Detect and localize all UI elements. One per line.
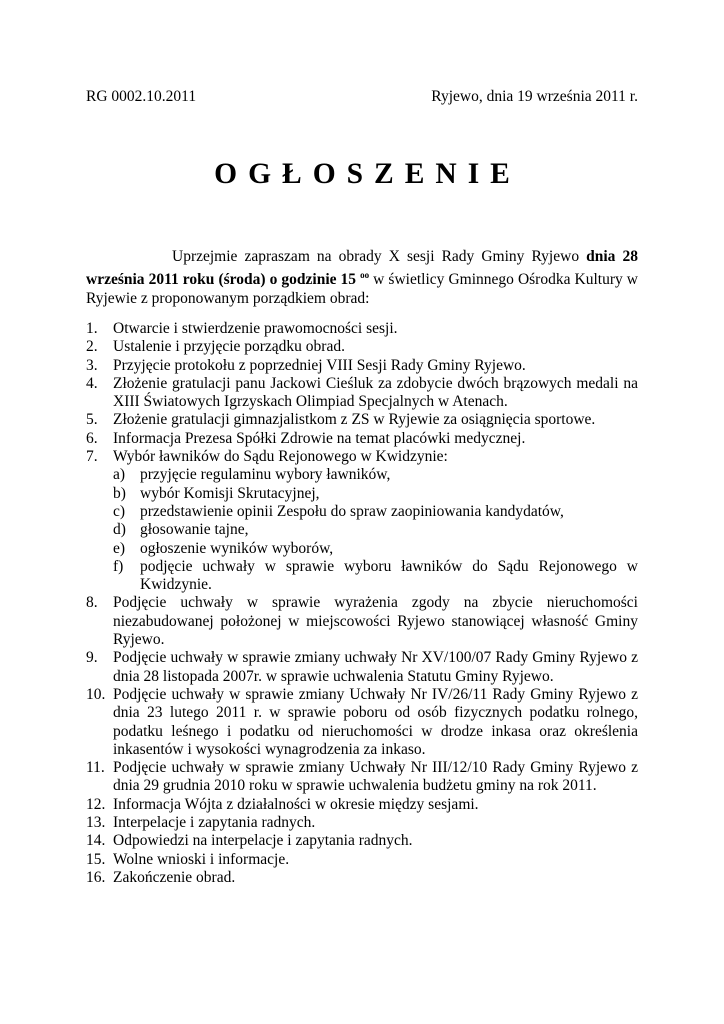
agenda-item-text: Zakończenie obrad. [113,868,236,886]
agenda-subitem-text: ogłoszenie wyników wyborów, [140,539,334,557]
document-title: OGŁOSZENIE [214,158,521,190]
agenda-subitem-text: podjęcie uchwały w sprawie wyboru ławników do Sądu Rejonowego w Kwidzynie. [140,557,638,594]
agenda-item [86,759,638,796]
agenda-subitem-text: wybór Komisji Skrutacyjnej, [140,484,320,502]
reference-number: RG 0002.10.2011 [86,88,197,105]
agenda-item-text: Złożenie gratulacji gimnazjalistkom z ZS w Ryjewie za osiągnięcia sportowe. [113,411,596,429]
agenda-item [86,375,638,412]
agenda-item [86,869,638,887]
agenda-item [86,430,638,448]
agenda-item-text: Podjęcie uchwały w sprawie zmiany uchwały Nr XV/100/07 Rady Gminy Ryjewo z dnia 28 listopada 2007r. w sprawie uchwalenia Statutu Gminy Ryjewo. [113,649,638,685]
agenda-item [86,686,638,759]
agenda-item-text: Przyjęcie protokołu z poprzedniej VIII Sesji Rady Gminy Ryjewo. [113,356,526,374]
agenda-subitem-letter: a) [113,466,126,484]
agenda-item-number: 16. [86,868,106,886]
intro-text-start: Uprzejmie zapraszam na obrady X sesji Rady Gminy Ryjewo [172,248,587,265]
agenda-subitem [113,485,638,503]
intro-paragraph [86,248,638,308]
agenda-subitem-text: głosowanie tajne, [140,521,249,539]
agenda-subitem-letter: b) [113,484,126,502]
agenda-subitem [113,558,638,595]
agenda-item-number: 3. [86,356,98,374]
intro-text-end: w świetlicy Gminnego Ośrodka Kultury w Ryjewie z proponowanym porządkiem obrad: [86,271,638,307]
agenda-subitem [113,521,638,539]
agenda-item-number: 11. [86,759,105,777]
intro-time-superscript: oo [360,270,370,281]
agenda-item [86,851,638,869]
agenda-item-text: Podjęcie uchwały w sprawie zmiany Uchwały Nr IV/26/11 Rady Gminy Ryjewo z dnia 23 lutego 2011 r. w sprawie poboru od osób fizycznych podatku rolnego, podatku leśnego i podatku od nieruchomości w drodze inkasa oraz określenia inkasentów i wysokości wynagrodzenia za inkaso. [113,685,638,758]
agenda-subitem [113,540,638,558]
agenda-item [86,832,638,850]
agenda-subitem-text: przyjęcie regulaminu wybory ławników, [140,466,391,484]
agenda-item [86,338,638,356]
agenda-item [86,594,638,649]
agenda-item [86,448,638,594]
agenda-item-text: Interpelacje i zapytania radnych. [113,814,316,832]
agenda-item [86,814,638,832]
agenda-item-number: 1. [86,320,98,337]
agenda-item-number: 5. [86,411,98,429]
agenda-item-text: Wolne wnioski i informacje. [113,850,290,868]
agenda-item-number: 13. [86,814,106,832]
agenda-item-text: Podjęcie uchwały w sprawie zmiany Uchwały Nr III/12/10 Rady Gminy Ryjewo z dnia 29 grudnia 2010 roku w sprawie uchwalenia budżetu gminy na rok 2011. [113,759,638,795]
agenda-subitem [113,466,638,484]
agenda-item-text: Złożenie gratulacji panu Jackowi Cieśluk za zdobycie dwóch brązowych medali na XIII Światowych Igrzyskach Olimpiad Specjalnych w Atenach. [113,374,638,411]
agenda-item [86,796,638,814]
agenda-item-number: 2. [86,338,98,356]
agenda-item [86,649,638,686]
agenda-item-number: 12. [86,795,106,813]
agenda-item-number: 10. [86,685,106,703]
document-header [86,88,638,108]
agenda-item-text: Informacja Prezesa Spółki Zdrowie na temat placówki medycznej. [113,429,526,447]
agenda-item-text: Odpowiedzi na interpelacje i zapytania radnych. [113,832,413,850]
agenda-item [86,411,638,429]
agenda-item-number: 8. [86,594,98,612]
agenda-item-text: Wybór ławników do Sądu Rejonowego w Kwidzynie: [113,448,448,466]
agenda-item-number: 7. [86,448,98,466]
agenda-subitem [113,503,638,521]
agenda-item-text: Podjęcie uchwały w sprawie wyrażenia zgody na zbycie nieruchomości niezabudowanej położonej w miejscowości Ryjewo stanowiącej własność Gminy Ryjewo. [113,594,638,649]
agenda-item-number: 9. [86,649,98,667]
agenda-item-text: Otwarcie i stwierdzenie prawomocności sesji. [113,320,398,337]
intro-date-time: dnia 28 września 2011 roku (środa) o godzinie 15 [86,248,638,289]
agenda-item [86,320,638,338]
agenda-subitem-text: przedstawienie opinii Zespołu do spraw zaopiniowania kandydatów, [140,502,564,520]
agenda-item-number: 15. [86,850,106,868]
agenda-subitem-letter: d) [113,521,126,539]
agenda-item-number: 6. [86,429,98,447]
agenda-item-text: Informacja Wójta z działalności w okresie między sesjami. [113,795,479,813]
agenda-subitem-letter: f) [113,557,124,575]
document-date: Ryjewo, dnia 19 września 2011 r. [431,88,638,105]
agenda-item-number: 14. [86,832,106,850]
agenda-subitem-letter: c) [113,502,126,520]
agenda-item-text: Ustalenie i przyjęcie porządku obrad. [113,338,345,356]
agenda-list [86,320,638,887]
agenda-item [86,357,638,375]
agenda-item-number: 4. [86,374,98,392]
agenda-subitem-letter: e) [113,539,126,557]
